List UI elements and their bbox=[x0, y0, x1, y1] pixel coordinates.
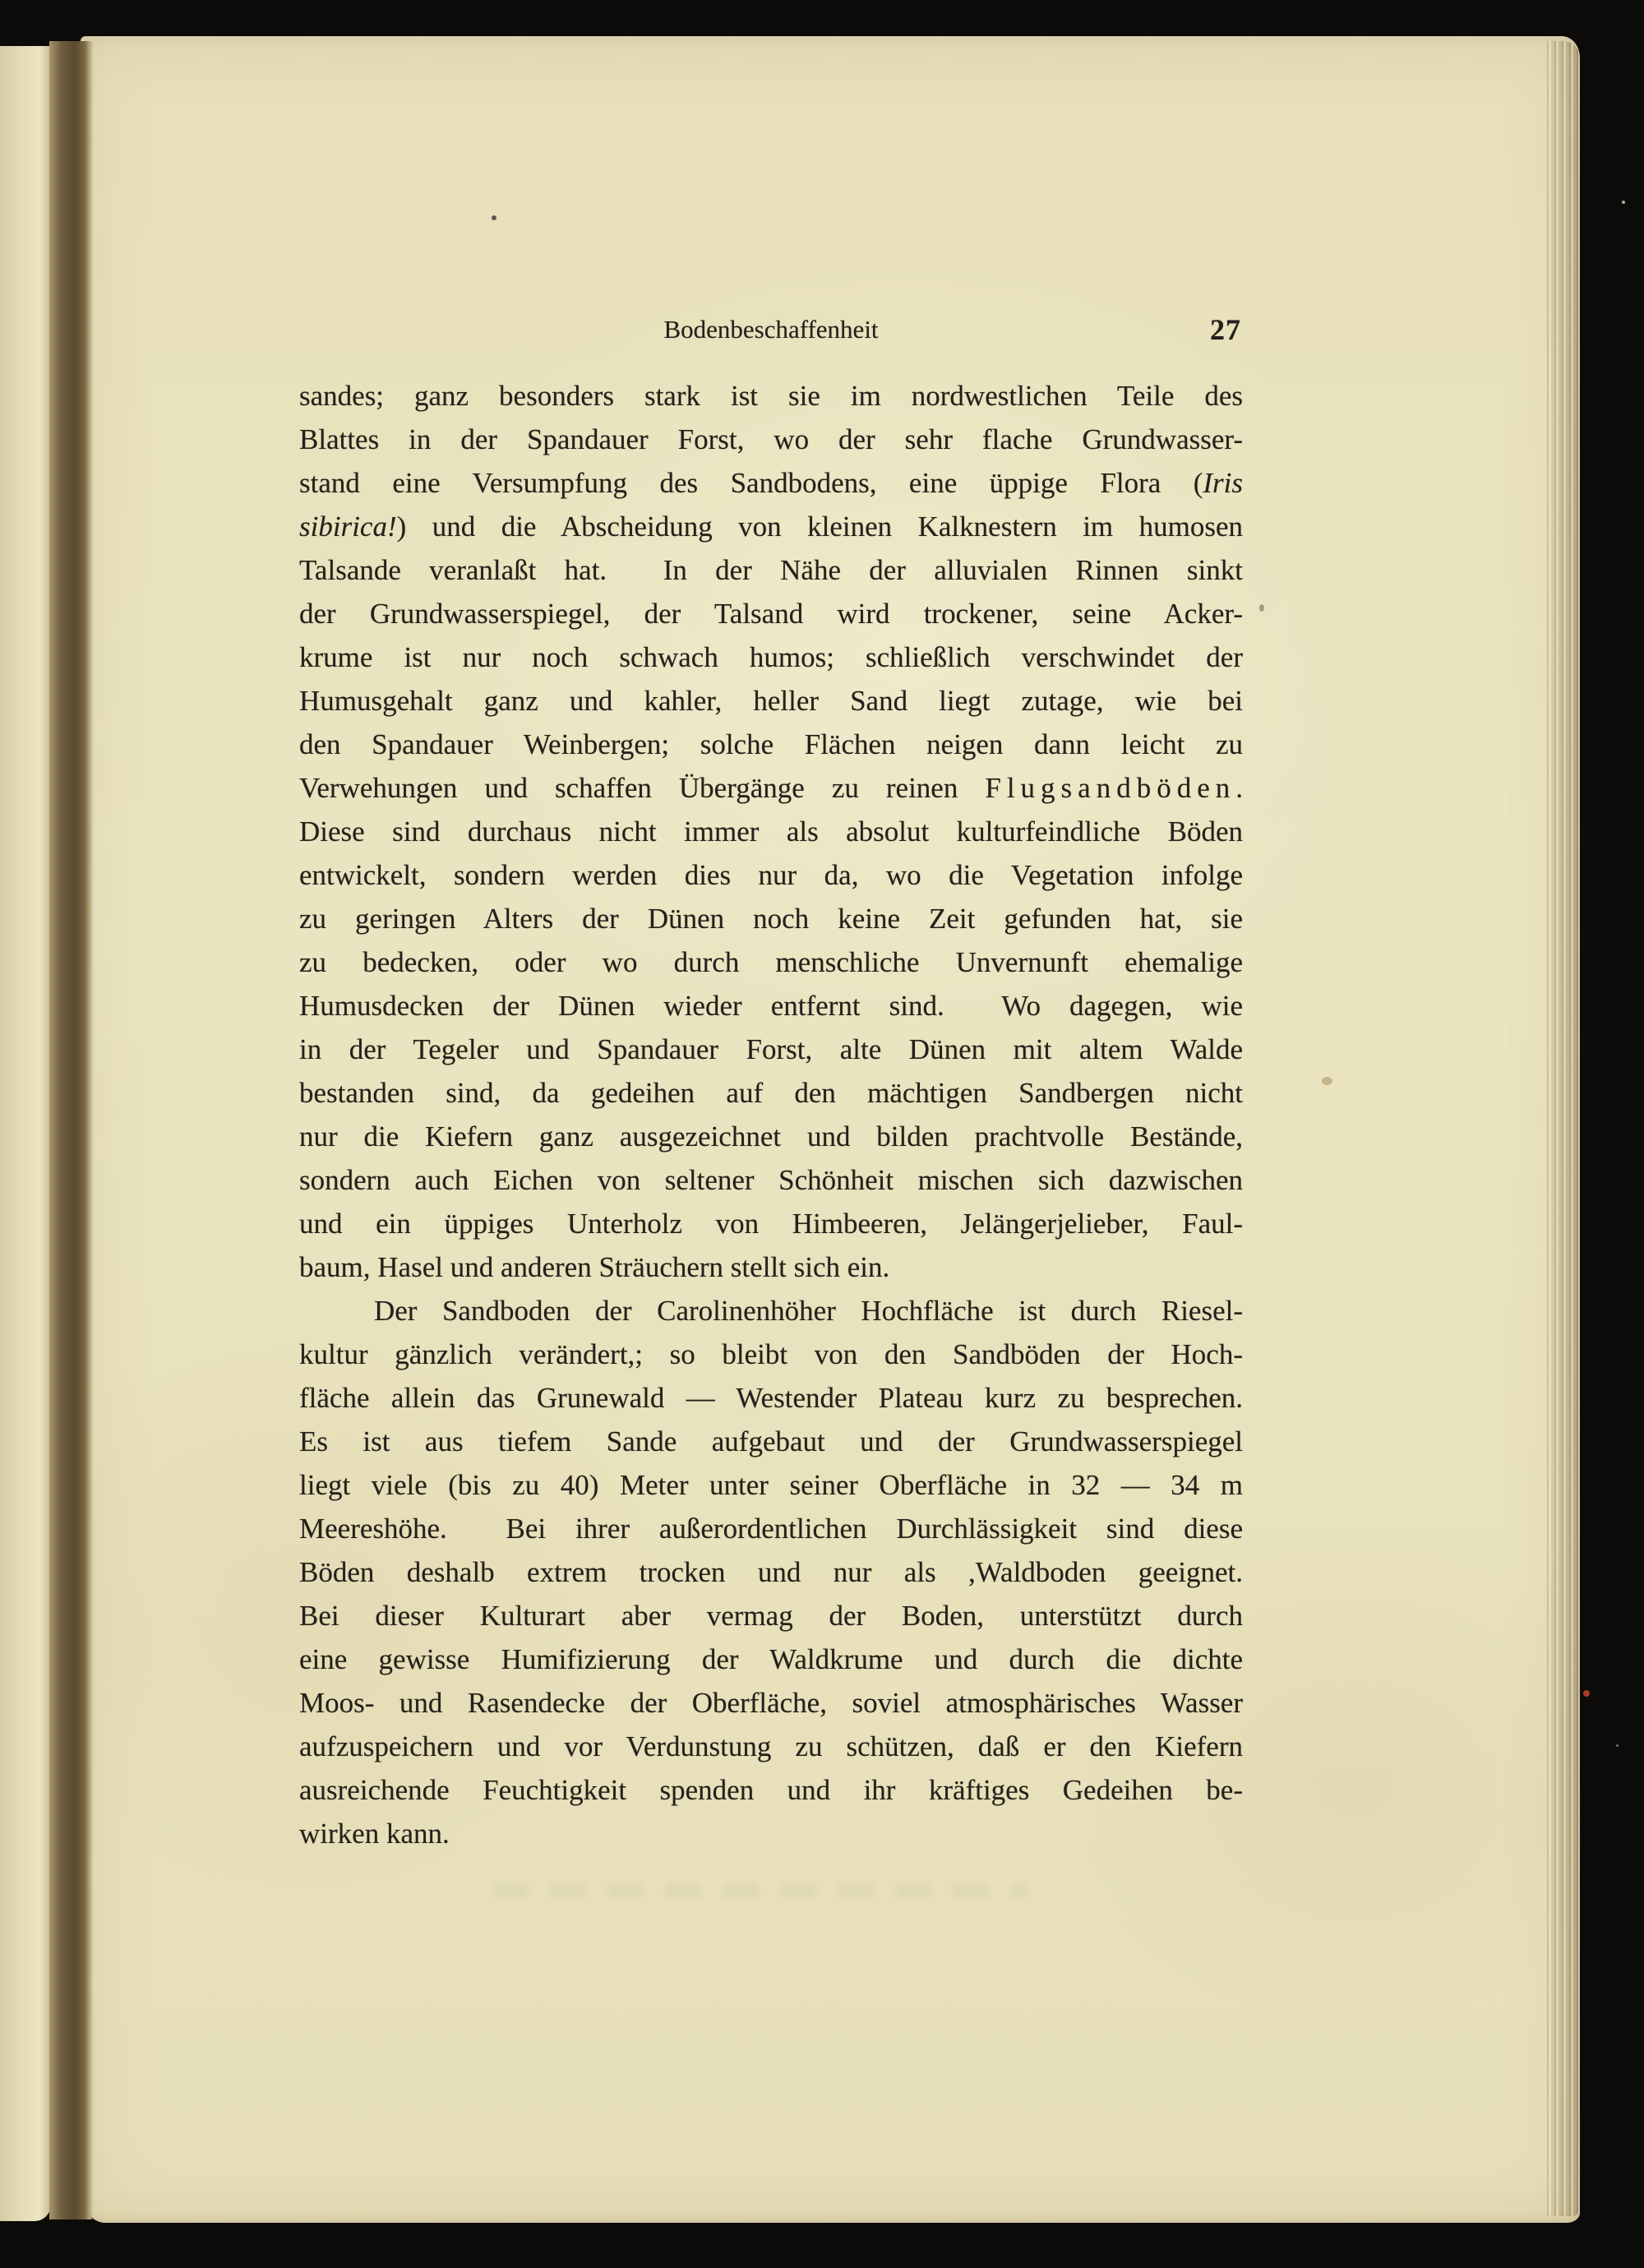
paper-speck bbox=[492, 215, 496, 220]
page-header bbox=[299, 311, 1243, 349]
text-line: Diese sind durchaus nicht immer als absolut kulturfeindliche Böden bbox=[299, 815, 1243, 848]
text-line: Der Sandboden der Carolinenhöher Hochfläche ist durch Riesel- bbox=[374, 1295, 1243, 1327]
text-line: Humusgehalt ganz und kahler, heller Sand liegt zutage, wie bei bbox=[299, 685, 1243, 717]
text-line: sibirica!) und die Abscheidung von kleinen Kalknestern im humosen bbox=[299, 510, 1243, 543]
page-edge-stack bbox=[1547, 41, 1580, 2216]
text-line: Moos- und Rasendecke der Oberfläche, soviel atmosphärisches Wasser bbox=[299, 1687, 1243, 1719]
text-line: krume ist nur noch schwach humos; schließlich verschwindet der bbox=[299, 641, 1243, 673]
text-line: liegt viele (bis zu 40) Meter unter seiner Oberfläche in 32 — 34 m bbox=[299, 1469, 1243, 1501]
body-text bbox=[299, 374, 1243, 1855]
text-line: Verwehungen und schaffen Übergänge zu reinen Flugsandböden. bbox=[299, 772, 1243, 804]
text-line: aufzuspeichern und vor Verdunstung zu schützen, daß er den Kiefern bbox=[299, 1730, 1243, 1762]
book-page bbox=[81, 36, 1580, 2223]
text-line: Humusdecken der Dünen wieder entfernt sind. Wo dagegen, wie bbox=[299, 990, 1243, 1022]
gutter-shadow bbox=[49, 41, 94, 2219]
text-line: zu geringen Alters der Dünen noch keine Zeit gefunden hat, sie bbox=[299, 903, 1243, 935]
text-line: Blattes in der Spandauer Forst, wo der sehr flache Grundwasser- bbox=[299, 423, 1243, 455]
text-line: den Spandauer Weinbergen; solche Flächen neigen dann leicht zu bbox=[299, 728, 1243, 760]
show-through-ghost bbox=[493, 1884, 1028, 1897]
text-line: kultur gänzlich verändert,; so bleibt von den Sandböden der Hoch- bbox=[299, 1338, 1243, 1370]
text-line: Meereshöhe. Bei ihrer außerordentlichen Durchlässigkeit sind diese bbox=[299, 1513, 1243, 1545]
text-line: Böden deshalb extrem trocken und nur als ,Waldboden geeignet. bbox=[299, 1556, 1243, 1588]
text-line: eine gewisse Humifizierung der Waldkrume und durch die dichte bbox=[299, 1643, 1243, 1675]
text-line: sondern auch Eichen von seltener Schönheit mischen sich dazwischen bbox=[299, 1164, 1243, 1196]
red-ink-dot bbox=[1583, 1690, 1590, 1697]
left-page-edge bbox=[0, 46, 51, 2221]
text-line: Bei dieser Kulturart aber vermag der Boden, unterstützt durch bbox=[299, 1600, 1243, 1632]
text-line: stand eine Versumpfung des Sandbodens, eine üppige Flora (Iris bbox=[299, 467, 1243, 499]
text-line: nur die Kiefern ganz ausgezeichnet und bilden prachtvolle Bestände, bbox=[299, 1120, 1243, 1152]
text-line: baum, Hasel und anderen Sträuchern stellt sich ein. bbox=[299, 1251, 890, 1283]
text-line: bestanden sind, da gedeihen auf den mächtigen Sandbergen nicht bbox=[299, 1077, 1243, 1109]
text-line: der Grundwasserspiegel, der Talsand wird trockener, seine Acker- bbox=[299, 598, 1243, 630]
text-line: wirken kann. bbox=[299, 1818, 450, 1850]
text-line: zu bedecken, oder wo durch menschliche Unvernunft ehemalige bbox=[299, 946, 1243, 978]
running-title: Bodenbeschaffenheit bbox=[663, 315, 879, 344]
text-line: entwickelt, sondern werden dies nur da, wo die Vegetation infolge bbox=[299, 859, 1243, 891]
dust-speck bbox=[1616, 1744, 1619, 1747]
text-line: Talsande veranlaßt hat. In der Nähe der alluvialen Rinnen sinkt bbox=[299, 554, 1243, 586]
page-number: 27 bbox=[1210, 313, 1241, 346]
text-line: in der Tegeler und Spandauer Forst, alte Dünen mit altem Walde bbox=[299, 1033, 1243, 1065]
text-line: fläche allein das Grunewald — Westender Plateau kurz zu besprechen. bbox=[299, 1382, 1243, 1414]
text-line: ausreichende Feuchtigkeit spenden und ihr kräftiges Gedeihen be- bbox=[299, 1774, 1243, 1806]
dust-speck bbox=[1622, 201, 1625, 204]
text-line: sandes; ganz besonders stark ist sie im nordwestlichen Teile des bbox=[299, 380, 1243, 412]
paper-speck bbox=[1322, 1077, 1332, 1085]
paper-speck bbox=[1259, 604, 1264, 612]
text-line: Es ist aus tiefem Sande aufgebaut und der Grundwasserspiegel bbox=[299, 1425, 1243, 1457]
text-line: und ein üppiges Unterholz von Himbeeren, Jelängerjelieber, Faul- bbox=[299, 1208, 1243, 1240]
